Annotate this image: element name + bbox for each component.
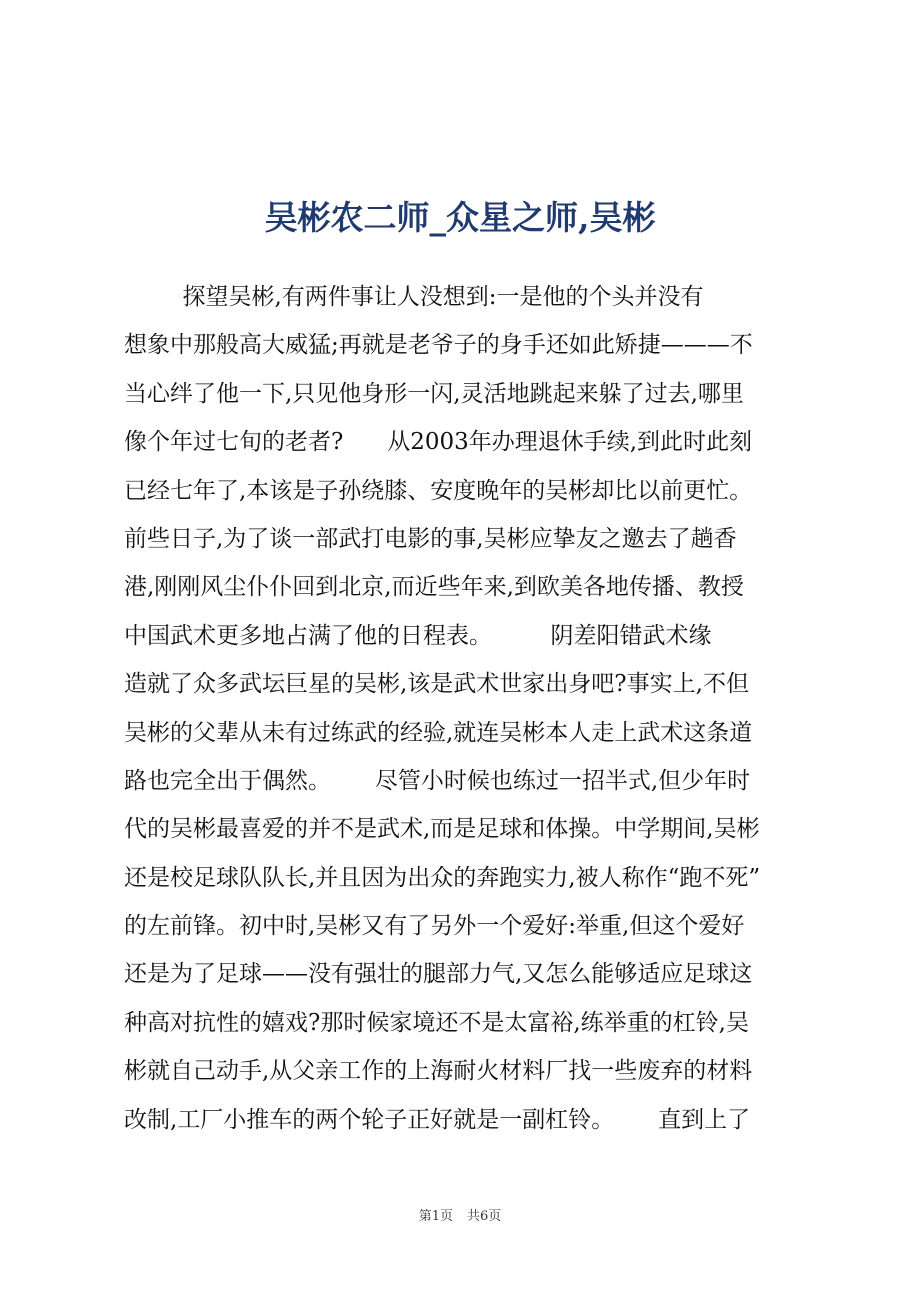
text-line: 造就了众多武坛巨星的吴彬,该是武术世家出身吧?事实上,不但 xyxy=(124,671,749,698)
current-page-number: 第1页 xyxy=(418,1209,453,1224)
text-line: 想象中那般高大威猛;再就是老爷子的身手还如此矫捷———不 xyxy=(124,332,753,359)
text-line: 前些日子,为了谈一部武打电影的事,吴彬应挚友之邀去了趟香 xyxy=(124,525,737,552)
text-line: 种高对抗性的嬉戏?那时候家境还不是太富裕,练举重的杠铃,吴 xyxy=(124,1009,749,1036)
total-page-count: 共6页 xyxy=(467,1209,502,1224)
text-line: 彬就自己动手,从父亲工作的上海耐火材料厂找一些废弃的材料 xyxy=(124,1058,753,1085)
text-line: 改制,工厂小推车的两个轮子正好就是一副杠铃。 直到上了 xyxy=(124,1106,751,1133)
body-paragraph xyxy=(124,273,806,1144)
page-title: 吴彬农二师_众星之师,吴彬 xyxy=(264,198,656,237)
text-line: 已经七年了,本该是子孙绕膝、安度晚年的吴彬却比以前更忙。 xyxy=(124,477,753,504)
text-line: 探望吴彬,有两件事让人没想到:一是他的个头并没有 xyxy=(124,284,704,310)
text-line: 还是为了足球——没有强壮的腿部力气,又怎么能够适应足球这 xyxy=(124,961,753,988)
text-line: 路也完全出于偶然。 尽管小时候也练过一招半式,但少年时 xyxy=(124,767,751,794)
page-footer xyxy=(0,1205,920,1224)
text-line: 中国武术更多地占满了他的日程表。 阴差阳错武术缘 xyxy=(124,622,712,649)
text-line: 港,刚刚风尘仆仆回到北京,而近些年来,到欧美各地传播、教授 xyxy=(124,574,744,601)
text-line: 像个年过七旬的老者? 从2003年办理退休手续,到此时此刻 xyxy=(124,429,753,456)
text-line: 当心绊了他一下,只见他身形一闪,灵活地跳起来躲了过去,哪里 xyxy=(124,380,744,407)
text-line: 还是校足球队队长,并且因为出众的奔跑实力,被人称作“跑不死” xyxy=(124,864,761,891)
text-line: 吴彬的父辈从未有过练武的经验,就连吴彬本人走上武术这条道 xyxy=(124,719,753,746)
text-line: 代的吴彬最喜爱的并不是武术,而是足球和体操。中学期间,吴彬 xyxy=(124,816,760,843)
text-line: 的左前锋。初中时,吴彬又有了另外一个爱好:举重,但这个爱好 xyxy=(124,913,745,940)
